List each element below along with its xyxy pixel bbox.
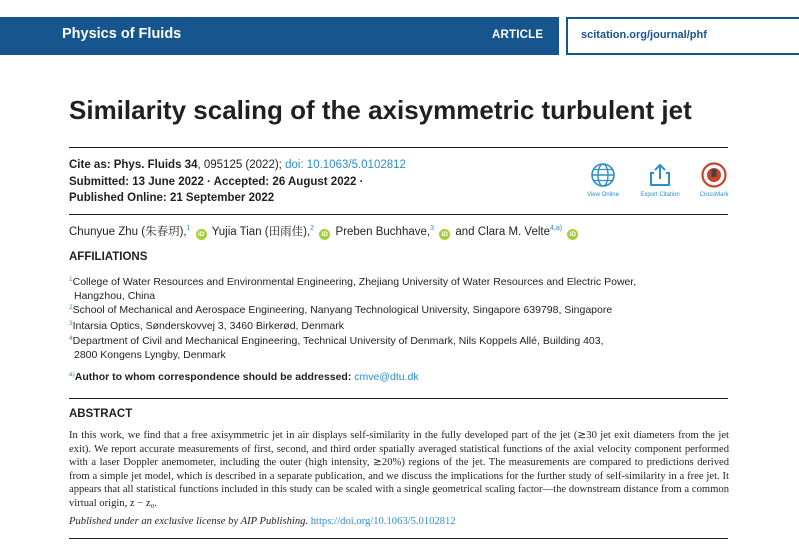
title-divider	[69, 147, 728, 148]
author-name[interactable]: Yujia Tian (田雨佳),	[211, 226, 311, 238]
globe-icon	[590, 162, 616, 188]
affiliation-number: 1	[69, 276, 73, 283]
crossmark-button[interactable]	[693, 162, 735, 198]
crossmark-icon	[701, 162, 727, 188]
affiliation-text-cont: 2800 Kongens Lyngby, Denmark	[74, 349, 226, 361]
license-text: Published under an exclusive license by AIP Publishing.	[69, 516, 311, 527]
submitted-line: Submitted: 13 June 2022 · Accepted: 26 August 2022 ·	[69, 176, 364, 188]
affiliation-item	[69, 273, 709, 303]
affiliation-number: 2	[69, 304, 73, 311]
orcid-icon[interactable]: iD	[196, 229, 207, 240]
license-line	[69, 516, 456, 527]
volume: 34	[184, 159, 198, 171]
crossmark-label: CrossMark	[699, 192, 729, 198]
pages: , 095125 (2022);	[197, 159, 286, 171]
paper-title: Similarity scaling of the axisymmetric turbulent jet	[69, 95, 692, 125]
affiliation-text: Intarsia Optics, Sønderskovvej 3, 3460 Birkerød, Denmark	[72, 320, 344, 332]
affiliation-item	[69, 317, 709, 333]
export-icon	[647, 162, 673, 188]
author-name[interactable]: Chunyue Zhu (朱春玥),	[69, 226, 187, 238]
export-citation-label: Export Citation	[640, 192, 680, 198]
email-link[interactable]: cmve@dtu.dk	[354, 371, 419, 383]
affiliation-item	[69, 301, 709, 317]
correspondence-line	[69, 371, 419, 383]
affiliations-heading: AFFILIATIONS	[69, 251, 148, 263]
abstract-heading: ABSTRACT	[69, 408, 133, 420]
doi-link[interactable]: doi: 10.1063/5.0102812	[285, 159, 406, 171]
affiliation-number: 3	[69, 320, 73, 327]
citation-divider	[69, 214, 728, 215]
affiliation-text: College of Water Resources and Environmental Engineering, Zhejiang University of Water Resources and Electric Power,	[72, 276, 637, 288]
affiliation-marker[interactable]: 1	[186, 225, 191, 232]
affiliation-text-cont: Hangzhou, China	[74, 290, 156, 302]
view-online-button[interactable]	[582, 162, 624, 198]
affiliation-text: School of Mechanical and Aerospace Engineering, Nanyang Technological University, Singapore 639798, Singapore	[72, 304, 613, 316]
affiliation-number: 4	[69, 335, 73, 342]
affiliation-item	[69, 332, 709, 362]
orcid-icon[interactable]: iD	[319, 229, 330, 240]
affiliation-marker[interactable]: 3	[430, 225, 434, 232]
author-list	[69, 223, 580, 240]
affiliation-marker[interactable]: 2	[310, 225, 315, 232]
orcid-icon[interactable]: iD	[567, 229, 578, 240]
export-citation-button[interactable]	[637, 162, 683, 198]
journal-name[interactable]: Physics of Fluids	[62, 26, 182, 42]
citation-line	[69, 159, 406, 171]
affiliation-text: Department of Civil and Mechanical Engineering, Technical University of Denmark, Nils Koppels Allé, Building 403,	[72, 335, 604, 347]
correspondence-marker: a)	[69, 371, 75, 378]
cite-as-label: Cite as: Phys. Fluids	[69, 159, 185, 171]
author-name[interactable]: and Clara M. Velte	[455, 226, 550, 238]
article-type: ARTICLE	[492, 29, 544, 41]
orcid-icon[interactable]: iD	[439, 229, 450, 240]
abstract-divider	[69, 398, 728, 399]
view-online-label: View Online	[587, 192, 619, 198]
published-line: Published Online: 21 September 2022	[69, 192, 275, 204]
affiliation-marker[interactable]: 4,a)	[550, 225, 563, 232]
license-doi-link[interactable]: https://doi.org/10.1063/5.0102812	[310, 516, 456, 527]
journal-url[interactable]: scitation.org/journal/phf	[581, 29, 707, 41]
author-name[interactable]: Preben Buchhave,	[335, 226, 431, 238]
bottom-divider	[69, 538, 728, 539]
journal-header	[0, 0, 799, 74]
abstract-text: In this work, we find that a free axisymmetric jet in air displays self-similarity in the fully developed part of the jet (≳30 jet exit diameters from the jet exit). We report accurate measurements of first, second, and third order spatially averaged statistical functions of the axial velocity component performed with a laser Doppler anemometer, including the outer (high intensity, ≳20%) regions of the jet. The measurements are compared to predictions derived from a simple jet model, which is described in a separate publication, and we discuss the implications for the further study of self-similarity in a free jet. It appears that all statistical functions included in this study can be scaled with a single geometrical scaling factor—the downstream distance from a common virtual origin, z − z₀.	[69, 430, 729, 509]
correspondence-text: Author to whom correspondence should be addressed:	[74, 371, 355, 383]
